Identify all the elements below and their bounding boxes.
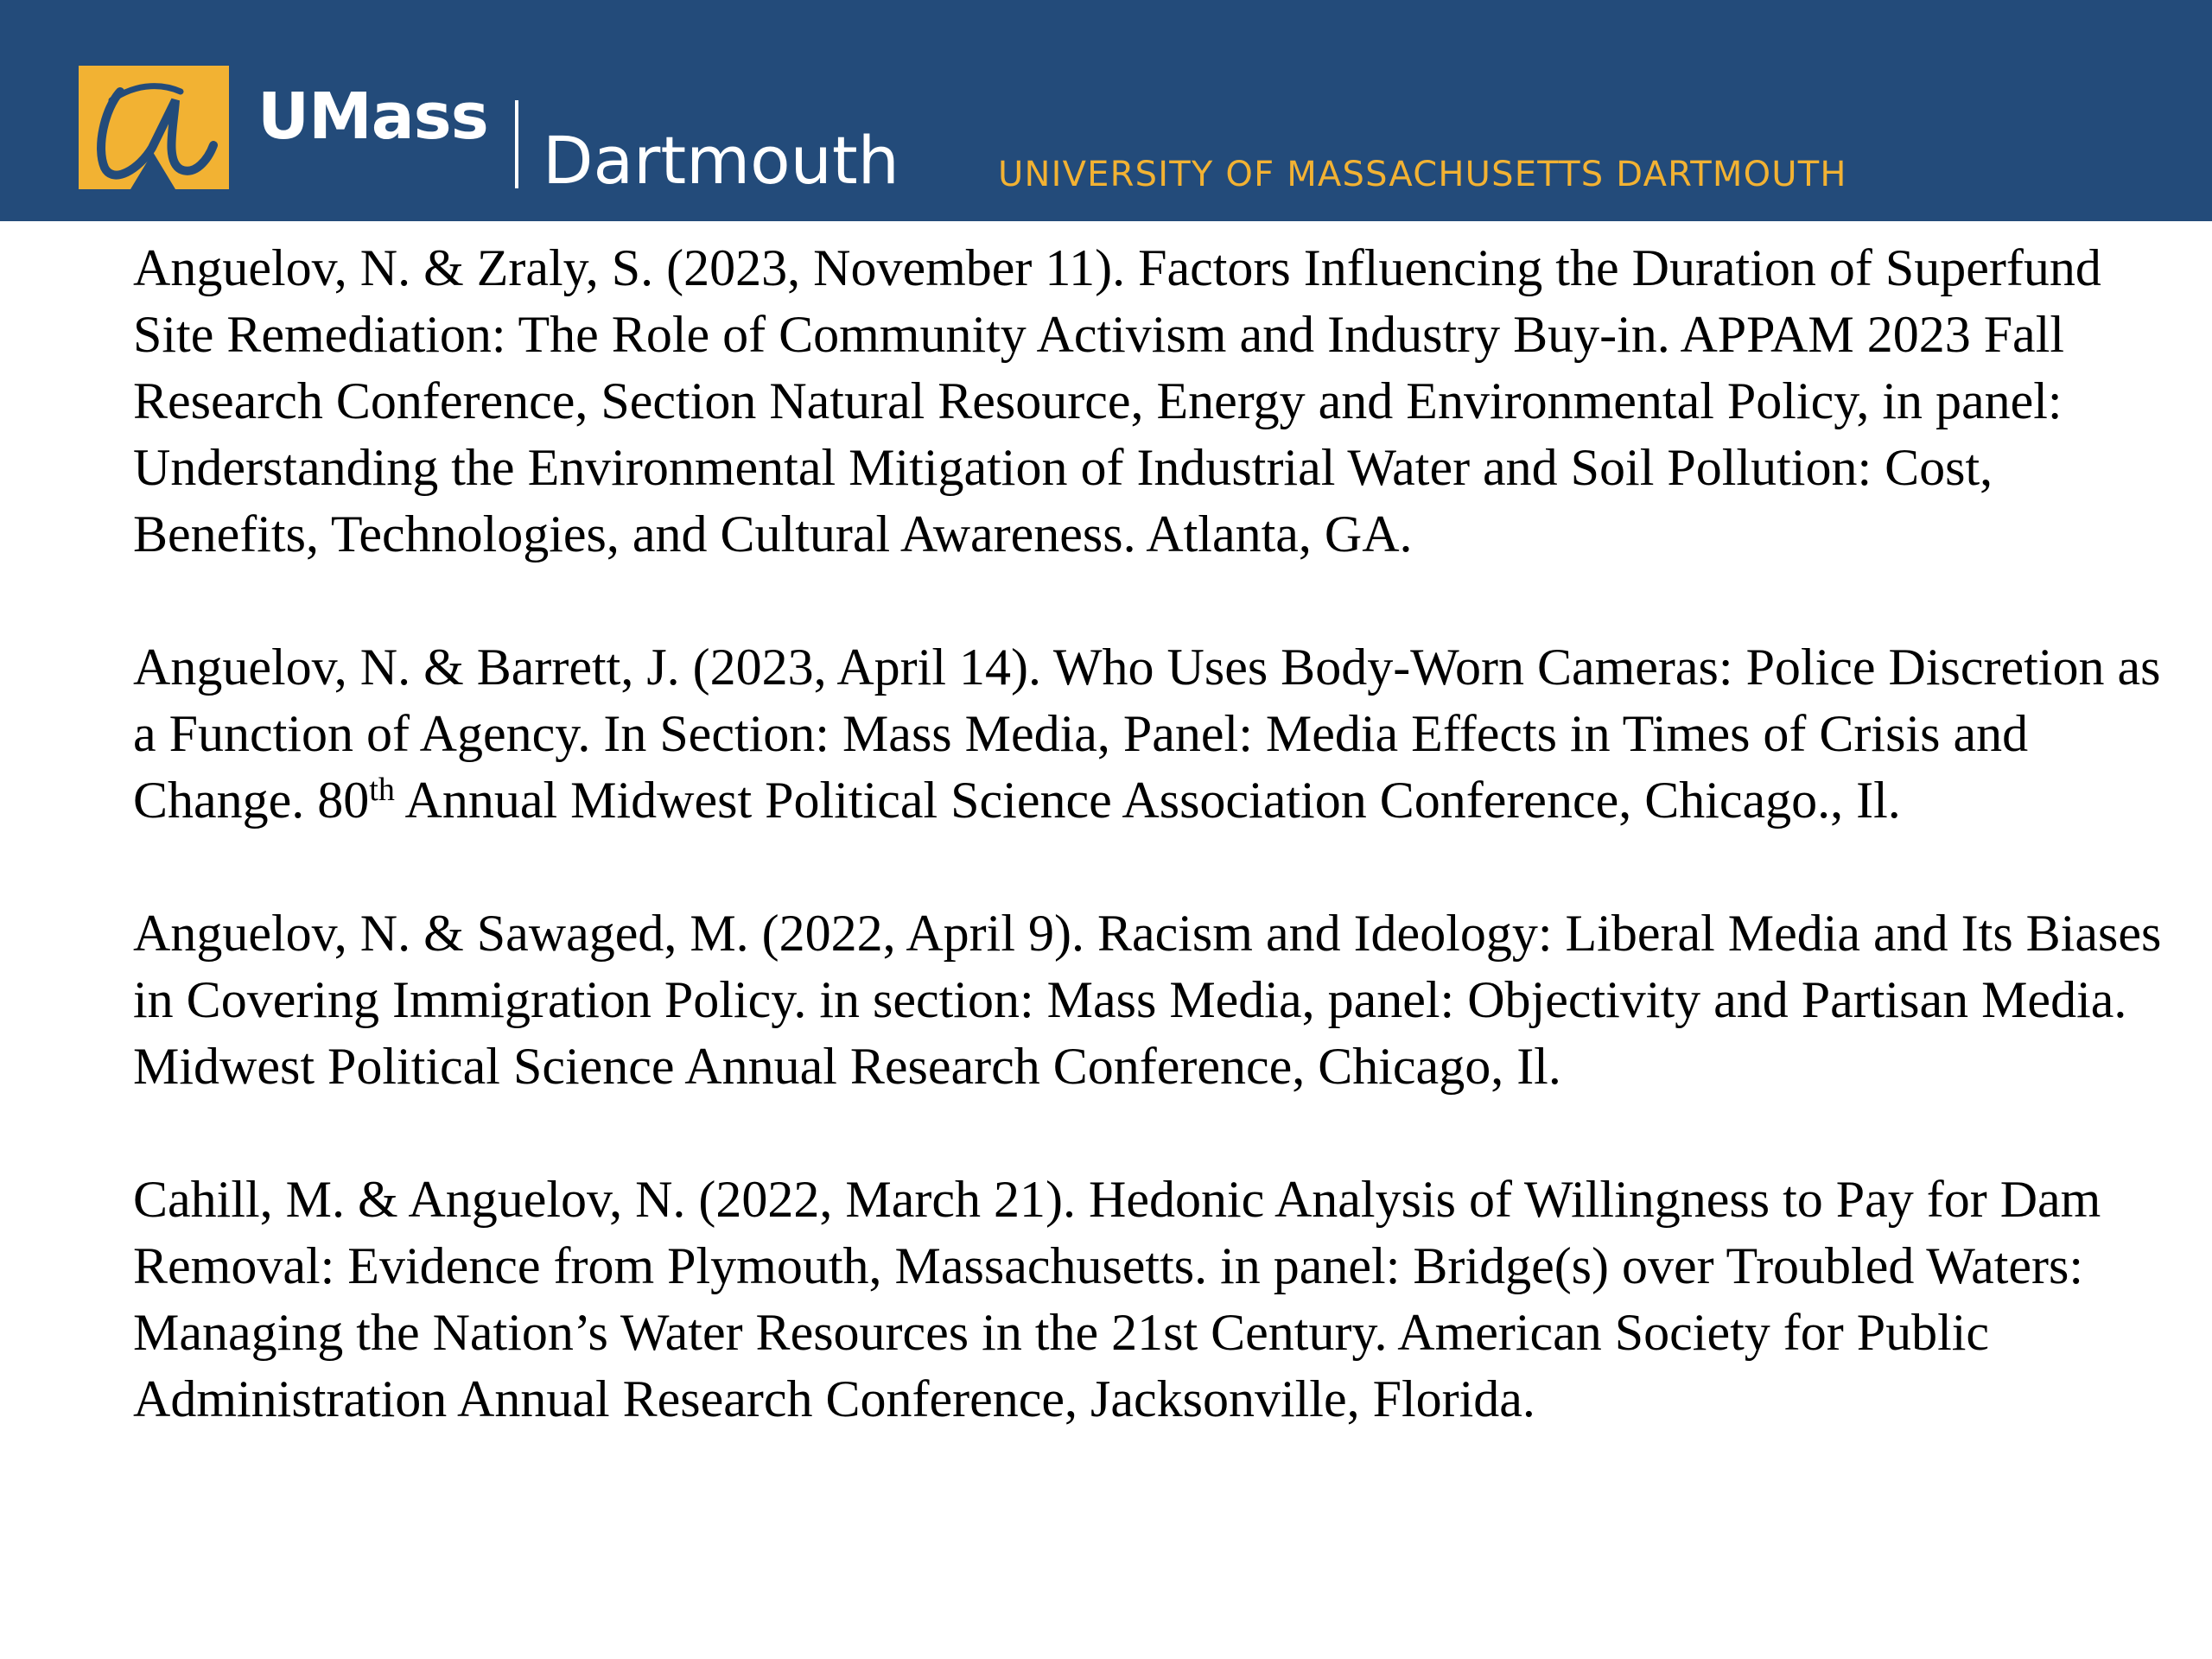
umass-logo-icon [79,66,229,189]
ordinal-superscript: th [369,772,395,808]
brand-divider [515,100,518,188]
citation-text: Annual Midwest Political Science Association Conference, Chicago., Il. [394,772,1901,829]
citation-text: Anguelov, N. & Barrett, J. (2023, April 14). Who Uses Body-Worn Cameras: Police Discretion as a Function of Agency. In Section: Mass Media, Panel: Media Effects in Times of Crisis and Change. 80 [133,639,2161,829]
brand-dartmouth: Dartmouth [543,122,899,199]
citation-item: Anguelov, N. & Sawaged, M. (2022, April 9). Racism and Ideology: Liberal Media and Its Biases in Covering Immigration Policy. in section: Mass Media, panel: Objectivity and Partisan Media. Midwest Political Science Annual Research Conference, Chicago, Il. [133,905,2162,1095]
header-banner [0,0,2212,221]
citation-item [133,634,2181,834]
citation-list [133,235,2181,1433]
citation-item: Cahill, M. & Anguelov, N. (2022, March 21). Hedonic Analysis of Willingness to Pay for Dam Removal: Evidence from Plymouth, Massachusetts. in panel: Bridge(s) over Troubled Waters: Managing the Nation’s Water Resources in the 21st Century. American Society for Public Administration Annual Research Conference, Jacksonville, Florida. [133,1171,2101,1427]
brand-university-name: UNIVERSITY OF MASSACHUSETTS DARTMOUTH [998,155,1847,194]
brand-umass: UMass [257,79,488,154]
citation-item: Anguelov, N. & Zraly, S. (2023, November 11). Factors Influencing the Duration of Superfund Site Remediation: The Role of Community Activism and Industry Buy-in. APPAM 2023 Fall Research Conference, Section Natural Resource, Energy and Environmental Policy, in panel: Understanding the Environmental Mitigation of Industrial Water and Soil Pollution: Cost, Benefits, Technologies, and Cultural Awareness. Atlanta, GA. [133,239,2101,563]
